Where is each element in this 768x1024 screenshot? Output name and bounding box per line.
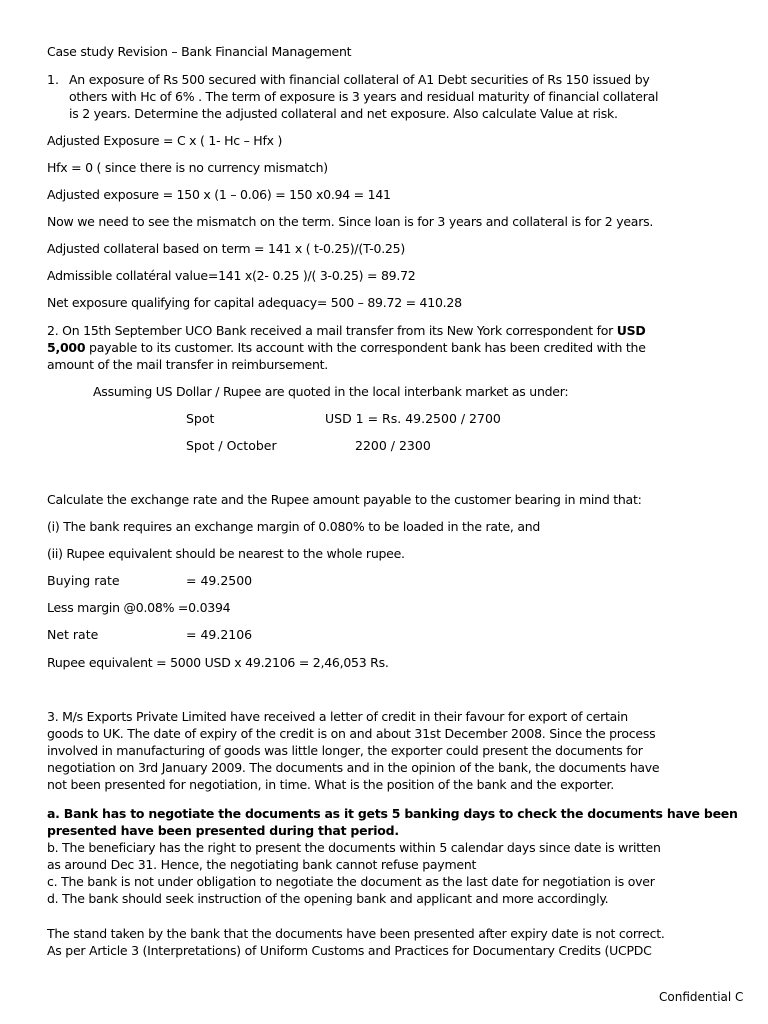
question-3-line: involved in manufacturing of goods was little longer, the exporter could present the documents for — [47, 743, 643, 758]
question-2-bold-amount: 5,000 — [47, 340, 86, 355]
buying-rate-label: Buying rate — [47, 573, 120, 588]
question-1-line: is 2 years. Determine the adjusted collateral and net exposure. Also calculate Value at risk. — [69, 106, 618, 121]
q1-step: Adjusted exposure = 150 x (1 – 0.06) = 150 x0.94 = 141 — [47, 187, 391, 202]
question-3-line: negotiation on 3rd January 2009. The documents and in the opinion of the bank, the documents have — [47, 760, 660, 775]
question-3-line: goods to UK. The date of expiry of the credit is on and about 31st December 2008. Since the process — [47, 726, 656, 741]
confidential-footer: Confidential C — [659, 990, 744, 1004]
rupee-equivalent: Rupee equivalent = 5000 USD x 49.2106 = 2,46,053 Rs. — [47, 655, 389, 670]
quote-value: 2200 / 2300 — [355, 438, 431, 453]
q1-step: Adjusted collateral based on term = 141 x ( t-0.25)/(T-0.25) — [47, 241, 405, 256]
option-a: a. Bank has to negotiate the documents as it gets 5 banking days to check the documents have been — [47, 806, 738, 821]
q1-step: Adjusted Exposure = C x ( 1- Hc – Hfx ) — [47, 133, 283, 148]
calc-intro: Calculate the exchange rate and the Rupee amount payable to the customer bearing in mind that: — [47, 492, 642, 507]
document-title: Case study Revision – Bank Financial Management — [47, 44, 352, 59]
option-d: d. The bank should seek instruction of the opening bank and applicant and more accordingly. — [47, 891, 609, 906]
question-3-line: not been presented for negotiation, in time. What is the position of the bank and the exporter. — [47, 777, 614, 792]
net-rate-label: Net rate — [47, 627, 99, 642]
option-b: as around Dec 31. Hence, the negotiating bank cannot refuse payment — [47, 857, 477, 872]
question-3-line: 3. M/s Exports Private Limited have received a letter of credit in their favour for export of certain — [47, 709, 628, 724]
buying-rate-value: = 49.2500 — [186, 573, 253, 588]
q1-step: Now we need to see the mismatch on the term. Since loan is for 3 years and collateral is for 2 years. — [47, 214, 654, 229]
condition-1: (i) The bank requires an exchange margin of 0.080% to be loaded in the rate, and — [47, 519, 541, 534]
question-2-text: payable to its customer. Its account with the correspondent bank has been credited with the — [85, 340, 646, 355]
question-1-line: others with Hc of 6% . The term of exposure is 3 years and residual maturity of financial collateral — [69, 89, 659, 104]
quote-label: Spot / October — [186, 438, 277, 453]
question-2-line — [47, 339, 646, 356]
condition-2: (ii) Rupee equivalent should be nearest to the whole rupee. — [47, 546, 405, 561]
margin-line: Less margin @0.08% =0.0394 — [47, 600, 231, 615]
q1-step: Net exposure qualifying for capital adequacy= 500 – 89.72 = 410.28 — [47, 295, 462, 310]
answer-line: The stand taken by the bank that the documents have been presented after expiry date is not correct. — [47, 926, 665, 941]
question-1-number: 1. — [47, 72, 59, 87]
answer-line: As per Article 3 (Interpretations) of Uniform Customs and Practices for Documentary Credits (UCPDC — [47, 943, 652, 958]
quote-intro: Assuming US Dollar / Rupee are quoted in the local interbank market as under: — [93, 384, 569, 399]
question-1-line: An exposure of Rs 500 secured with financial collateral of A1 Debt securities of Rs 150 issued by — [69, 72, 650, 87]
option-a: presented have been presented during that period. — [47, 823, 399, 838]
quote-label: Spot — [186, 411, 215, 426]
option-b: b. The beneficiary has the right to present the documents within 5 calendar days since date is written — [47, 840, 661, 855]
option-c: c. The bank is not under obligation to negotiate the document as the last date for negotiation is over — [47, 874, 655, 889]
question-2-bold-amount: USD — [616, 323, 646, 338]
question-2-text: 2. On 15th September UCO Bank received a mail transfer from its New York correspondent for — [47, 323, 617, 338]
question-2-line — [47, 322, 646, 339]
q1-step: Hfx = 0 ( since there is no currency mismatch) — [47, 160, 328, 175]
net-rate-value: = 49.2106 — [186, 627, 253, 642]
q1-step: Admissible collatéral value=141 x(2- 0.25 )/( 3-0.25) = 89.72 — [47, 268, 416, 283]
question-2-line: amount of the mail transfer in reimbursement. — [47, 357, 328, 372]
quote-value: USD 1 = Rs. 49.2500 / 2700 — [325, 411, 501, 426]
